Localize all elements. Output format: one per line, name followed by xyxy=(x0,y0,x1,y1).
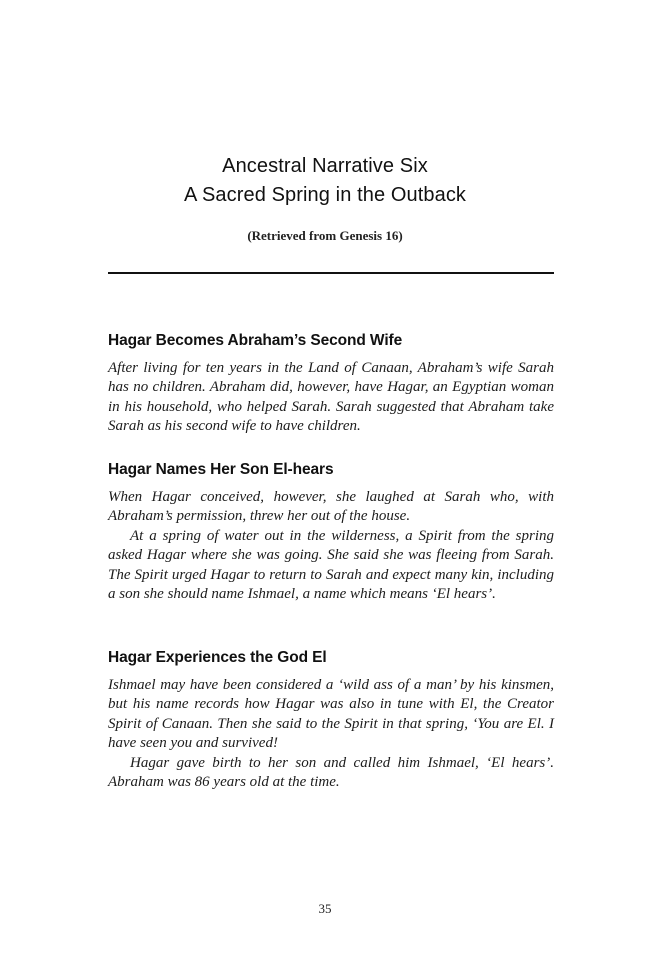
section-hagar-names-son xyxy=(108,460,554,604)
body-paragraph: After living for ten years in the Land of Canaan, Abraham’s wife Sarah has no children. Abraham did, however, have Hagar, an Egyptian woman in his household, who helped Sarah. Sarah suggested that Abraham take Sarah as his second wife to have children. xyxy=(108,360,554,435)
body-paragraph: At a spring of water out in the wilderness, a Spirit from the spring asked Hagar where she was going. She said she was fleeing from Sarah. The Spirit urged Hagar to return to Sarah and expect many kin, including a son she should name Ishmael, a name which means ‘El hears’. xyxy=(108,527,554,603)
section-heading: Hagar Experiences the God El xyxy=(108,649,327,666)
body-paragraph: Ishmael may have been considered a ‘wild ass of a man’ by his kinsmen, but his name records how Hagar was also in tune with El, the Creator Spirit of Canaan. Then she said to the Spirit in that spring, ‘You are El. I have seen you and survived! xyxy=(108,677,554,752)
page-number: 35 xyxy=(318,901,332,916)
title-divider xyxy=(108,272,554,274)
chapter-title-line-2: A Sacred Spring in the Outback xyxy=(183,184,467,206)
section-heading: Hagar Names Her Son El-hears xyxy=(108,461,334,478)
section-hagar-becomes-wife xyxy=(108,331,554,437)
chapter-subtitle: (Retrieved from Genesis 16) xyxy=(247,228,403,243)
chapter-title xyxy=(0,152,650,210)
section-hagar-experiences-el xyxy=(108,648,554,792)
body-paragraph: Hagar gave birth to her son and called him Ishmael, ‘El hears’. Abraham was 86 years old at the time. xyxy=(108,754,554,791)
section-heading: Hagar Becomes Abraham’s Second Wife xyxy=(108,332,403,349)
chapter-title-line-1: Ancestral Narrative Six xyxy=(222,155,428,177)
body-paragraph: When Hagar conceived, however, she laughed at Sarah who, with Abraham’s permission, threw her out of the house. xyxy=(108,489,554,525)
